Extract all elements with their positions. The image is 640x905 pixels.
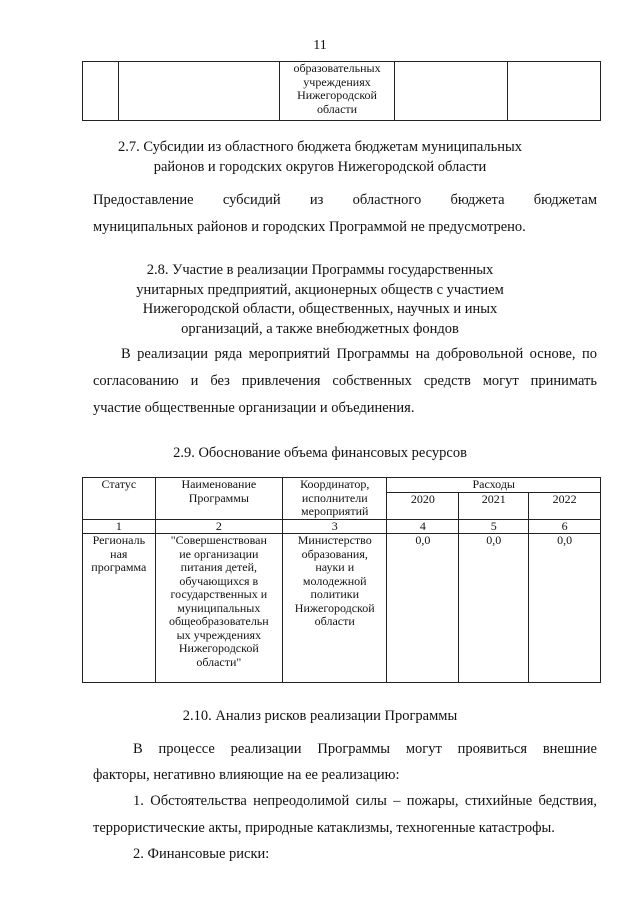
section-heading-2-8 bbox=[0, 261, 640, 339]
header-year: 2020 bbox=[387, 492, 459, 519]
section-heading-2-10: 2.10. Анализ рисков реализации Программы bbox=[182, 708, 458, 724]
cell-line: Наименование bbox=[181, 477, 257, 491]
paragraph-line: В процессе реализации Программы могут проявиться внешние bbox=[133, 741, 597, 757]
paragraph-line: Предоставление субсидий из областного бюджета бюджетам bbox=[93, 192, 597, 208]
page-number: 11 bbox=[313, 38, 327, 53]
cell-program-name bbox=[155, 534, 282, 683]
cell-line: ых учреждениях bbox=[176, 627, 262, 642]
column-number: 2 bbox=[155, 519, 282, 534]
header-status: Статус bbox=[83, 478, 156, 520]
paragraph-line: муниципальных районов и городских Программой не предусмотрено. bbox=[93, 219, 526, 235]
cell-line: Министерство bbox=[297, 533, 372, 547]
table-cell bbox=[280, 62, 395, 121]
paragraph-line: согласованию и без привлечения собственных средств могут принимать bbox=[93, 373, 597, 389]
cell-line: образования, bbox=[301, 546, 368, 561]
column-number: 5 bbox=[459, 519, 529, 534]
cell-line: ная bbox=[110, 546, 128, 561]
list-item: 2. Финансовые риски: bbox=[133, 846, 270, 862]
column-number: 1 bbox=[83, 519, 156, 534]
cell-line: области bbox=[316, 101, 358, 116]
cell-line: Нижегородской bbox=[297, 88, 377, 102]
cell-line: Нижегородской bbox=[178, 641, 259, 655]
cell-line: государственных и bbox=[170, 587, 268, 601]
cell-line: Координатор, bbox=[300, 477, 370, 491]
paragraph-line: факторы, негативно влияющие на ее реализацию: bbox=[93, 767, 400, 783]
header-expenses: Расходы bbox=[387, 478, 601, 493]
table-header-row bbox=[83, 478, 601, 493]
continuation-table bbox=[82, 61, 601, 121]
cell-line: Региональ bbox=[92, 533, 146, 547]
cell-coordinator bbox=[283, 534, 387, 683]
cell-line: исполнители bbox=[301, 490, 368, 505]
table-cell bbox=[508, 62, 601, 121]
paragraph-line: В реализации ряда мероприятий Программы на добровольной основе, по bbox=[121, 346, 597, 362]
column-number: 6 bbox=[529, 519, 601, 534]
cell-line: учреждениях bbox=[303, 74, 371, 89]
cell-line: обучающихся в bbox=[179, 573, 259, 588]
column-number: 4 bbox=[387, 519, 459, 534]
cell-line: программа bbox=[91, 560, 147, 574]
cell-line: молодежной bbox=[302, 573, 367, 588]
column-number: 3 bbox=[283, 519, 387, 534]
list-item: 1. Обстоятельства непреодолимой силы – пожары, стихийные бедствия, bbox=[133, 793, 597, 809]
cell-line: области bbox=[314, 614, 355, 628]
cell-line: ие организации bbox=[179, 546, 259, 561]
cell-line: "Совершенствован bbox=[170, 533, 267, 547]
cell-line: питания детей, bbox=[180, 560, 257, 574]
header-coordinator bbox=[283, 478, 387, 520]
section-heading-2-7 bbox=[0, 138, 640, 177]
cell-line: общеобразовательн bbox=[168, 614, 269, 628]
cell-line: муниципальных bbox=[177, 600, 261, 615]
financial-resources-table bbox=[82, 477, 601, 683]
header-year: 2021 bbox=[459, 492, 529, 519]
cell-line: науки и bbox=[315, 560, 355, 574]
heading-line: 2.7. Субсидии из областного бюджета бюджетам муниципальных bbox=[117, 139, 523, 155]
cell-line: политики bbox=[310, 587, 360, 601]
cell-value-2020: 0,0 bbox=[387, 534, 459, 683]
heading-line: Нижегородской области, общественных, научных и иных bbox=[142, 301, 498, 317]
table-number-row bbox=[83, 519, 601, 534]
heading-line: 2.8. Участие в реализации Программы государственных bbox=[146, 262, 494, 278]
heading-line: унитарных предприятий, акционерных обществ с участием bbox=[136, 281, 504, 298]
table-cell bbox=[83, 62, 119, 121]
cell-value-2021: 0,0 bbox=[459, 534, 529, 683]
section-heading-2-9: 2.9. Обоснование объема финансовых ресурсов bbox=[173, 445, 467, 461]
cell-line: Нижегородской bbox=[294, 600, 375, 615]
paragraph-line: участие общественные организации и объединения. bbox=[93, 400, 415, 416]
table-row bbox=[83, 534, 601, 683]
table-cell bbox=[394, 62, 507, 121]
cell-line: мероприятий bbox=[301, 504, 369, 518]
cell-status bbox=[83, 534, 156, 683]
header-year: 2022 bbox=[529, 492, 601, 519]
cell-line: Программы bbox=[188, 490, 249, 505]
cell-value-2022: 0,0 bbox=[529, 534, 601, 683]
heading-line: организаций, а также внебюджетных фондов bbox=[181, 320, 459, 337]
header-program-name bbox=[155, 478, 282, 520]
cell-line: области" bbox=[196, 654, 242, 669]
table-cell bbox=[119, 62, 280, 121]
cell-line: образовательных bbox=[293, 61, 381, 75]
heading-line: районов и городских округов Нижегородской области bbox=[153, 158, 487, 175]
list-item: террористические акты, природные катаклизмы, техногенные катастрофы. bbox=[93, 820, 555, 836]
